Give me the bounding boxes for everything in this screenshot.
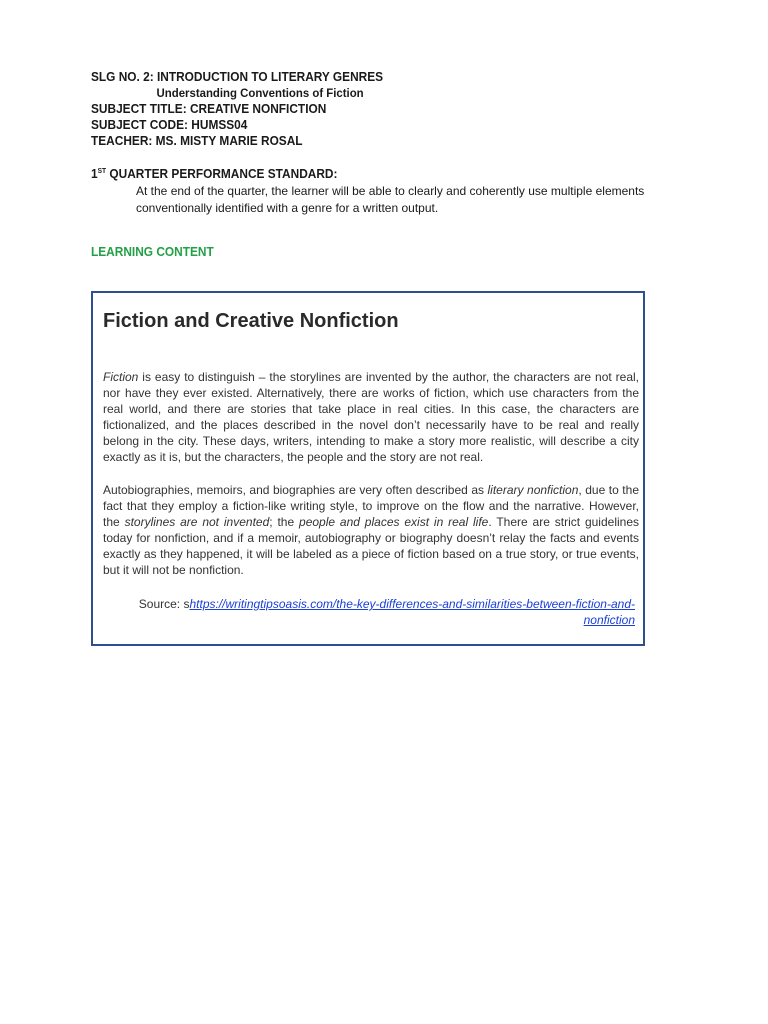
content-box [91,291,645,646]
nonfiction-text-2: , due to the fact that they employ a fiction-like writing style, to improve on the flow and the narrative. However, the [103,483,639,529]
storylines-term: storylines are not invented [124,515,270,529]
document-header [91,69,661,149]
quarter-suffix: ST [97,168,107,175]
performance-standard-description: At the end of the quarter, the learner will be able to clearly and coherently use multiple elements conventionally identified with a genre for a written output. [136,184,645,215]
source-citation [115,596,635,628]
fiction-term: Fiction [103,370,139,384]
performance-standard [91,164,681,217]
source-link[interactable]: https://writingtipsoasis.com/the-key-differences-and-similarities-between-fiction-and-nonfiction [189,597,635,627]
nonfiction-paragraph [103,482,639,578]
nonfiction-text-4: . There are strict guidelines today for nonfiction, and if a memoir, autobiography or biography doesn’t relay the facts and events exactly as they happened, it will be labeled as a piece of fiction based on a true story, or true events, but it will not be nonfiction. [103,515,639,577]
box-title: Fiction and Creative Nonfiction [103,310,399,332]
performance-standard-label: QUARTER PERFORMANCE STANDARD: [106,167,338,181]
learning-content-heading: LEARNING CONTENT [91,245,214,259]
source-label: Source: s [138,597,190,611]
quarter-number: 1 [91,167,98,181]
nonfiction-text-1: Autobiographies, memoirs, and biographies are very often described as [103,483,488,497]
slg-subtitle: Understanding Conventions of Fiction [156,86,364,100]
teacher-name: TEACHER: MS. MISTY MARIE ROSAL [91,134,303,148]
subject-code: SUBJECT CODE: HUMSS04 [91,118,248,132]
fiction-paragraph [103,369,639,465]
nonfiction-text-3: ; the [269,515,300,529]
performance-standard-title [91,164,652,182]
fiction-paragraph-text: is easy to distinguish – the storylines are invented by the author, the characters are not real, nor have they ever existed. Alternatively, there are works of fiction, which use characters from the real world, and there are stories that take place in real cities. In this case, the characters are fictionalized, and the places described in the novel don’t necessarily have to be real and really belong in the city. These days, writers, intending to make a story more realistic, will describe a city exactly as it is, but the characters, the people and the story are not real. [103,370,639,464]
subject-title: SUBJECT TITLE: CREATIVE NONFICTION [91,102,327,116]
slg-title: SLG NO. 2: INTRODUCTION TO LITERARY GENRES [91,70,384,84]
people-places-term: people and places exist in real life [299,515,489,529]
literary-nonfiction-term: literary nonfiction [487,483,579,497]
